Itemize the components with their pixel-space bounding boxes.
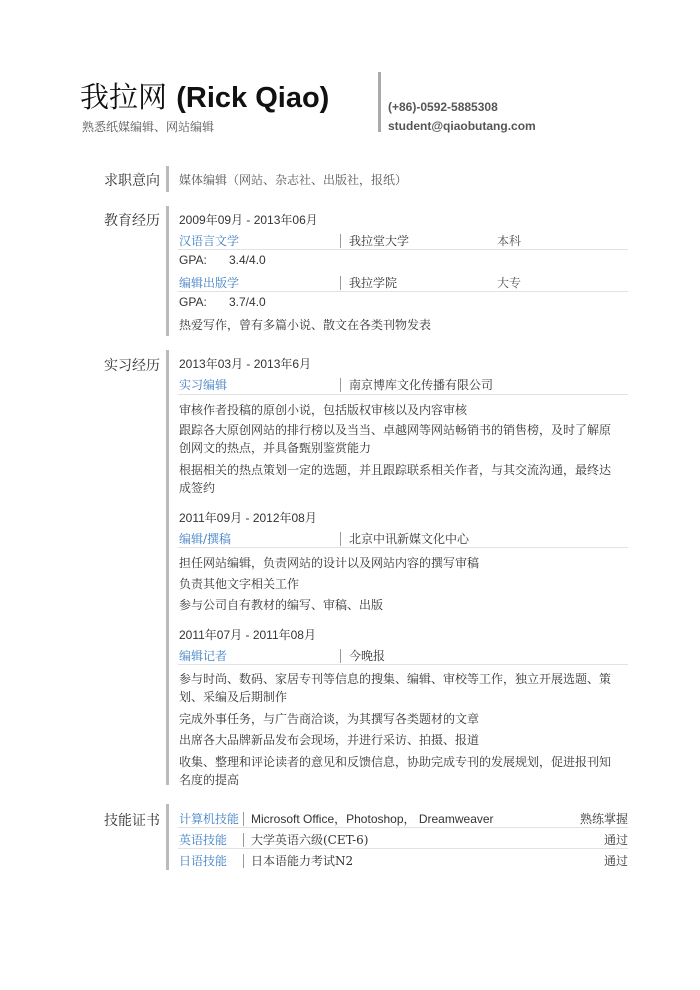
section-bar-education xyxy=(166,206,169,336)
job-duty-line: 参与时尚、数码、家居专刊等信息的搜集、编辑、审校等工作，独立开展选题、策 xyxy=(179,672,612,686)
job-company: 南京博库文化传播有限公司 xyxy=(349,378,494,392)
education-period: 2009年09月 - 2013年06月 xyxy=(179,213,318,227)
education-school: 我拉学院 xyxy=(349,276,398,290)
section-title-internship: 实习经历 xyxy=(104,358,160,374)
gpa-label: GPA: xyxy=(179,295,207,309)
section-title-objective: 求职意向 xyxy=(104,173,160,189)
column-separator xyxy=(243,833,244,847)
job-period: 2011年09月 - 2012年08月 xyxy=(179,511,317,525)
column-separator xyxy=(340,649,341,663)
job-period: 2013年03月 - 2013年6月 xyxy=(179,357,312,371)
row-divider xyxy=(178,249,628,250)
job-duty-line: 完成外事任务，与广告商洽谈，为其撰写各类题材的文章 xyxy=(179,712,480,726)
job-role: 编辑/撰稿 xyxy=(179,532,232,546)
skill-level: 通过 xyxy=(604,854,629,868)
skill-name: 计算机技能 xyxy=(179,812,240,826)
gpa-label: GPA: xyxy=(179,253,207,267)
contact-email: student@qiaobutang.com xyxy=(388,119,536,133)
header-divider xyxy=(378,72,381,132)
skill-level: 熟练掌握 xyxy=(580,812,629,826)
row-divider xyxy=(178,848,628,849)
job-duty-line: 成签约 xyxy=(179,481,216,495)
job-duty-line: 创网文的热点，并具备甄别鉴赏能力 xyxy=(179,441,372,455)
column-separator xyxy=(340,276,341,290)
job-duty-line: 根据相关的热点策划一定的选题，并且跟踪联系相关作者，与其交流沟通，最终达 xyxy=(179,463,612,477)
section-title-education: 教育经历 xyxy=(104,213,160,229)
education-major: 编辑出版学 xyxy=(179,276,240,290)
objective-text: 媒体编辑（网站、杂志社、出版社，报纸） xyxy=(179,173,408,187)
column-separator xyxy=(340,532,341,546)
row-divider xyxy=(178,394,628,395)
job-duty-line: 审核作者投稿的原创小说，包括版权审核以及内容审核 xyxy=(179,403,468,417)
job-role: 编辑记者 xyxy=(179,649,228,663)
job-duty-line: 负责其他文字相关工作 xyxy=(179,577,300,591)
education-major: 汉语言文学 xyxy=(179,234,240,248)
education-degree: 本科 xyxy=(497,234,522,248)
job-duty-line: 担任网站编辑，负责网站的设计以及网站内容的撰写审稿 xyxy=(179,556,480,570)
job-duty-line: 划、采编及后期制作 xyxy=(179,690,288,704)
job-period: 2011年07月 - 2011年08月 xyxy=(179,628,316,642)
job-duty-line: 参与公司自有教材的编写、审稿、出版 xyxy=(179,598,384,612)
section-bar-objective xyxy=(166,166,169,192)
job-duty-line: 出席各大品牌新品发布会现场，并进行采访、拍摄、报道 xyxy=(179,733,480,747)
job-company: 今晚报 xyxy=(349,649,386,663)
resume-subtitle: 熟悉纸媒编辑、网站编辑 xyxy=(82,120,215,134)
row-divider xyxy=(178,291,628,292)
section-bar-skills xyxy=(166,804,169,870)
job-company: 北京中讯新媒文化中心 xyxy=(349,532,470,546)
education-school: 我拉堂大学 xyxy=(349,234,410,248)
section-title-skills: 技能证书 xyxy=(104,813,160,829)
skill-detail: Microsoft Office，Photoshop， Dreamweaver xyxy=(251,812,494,826)
skill-name: 日语技能 xyxy=(179,854,228,868)
education-note: 热爱写作，曾有多篇小说、散文在各类刊物发表 xyxy=(179,318,432,332)
skill-name: 英语技能 xyxy=(179,833,228,847)
skill-level: 通过 xyxy=(604,833,629,847)
row-divider xyxy=(178,827,628,828)
education-degree: 大专 xyxy=(497,276,522,290)
gpa-value: 3.4/4.0 xyxy=(229,253,266,267)
skill-detail: 日本语能力考试N2 xyxy=(251,854,354,868)
column-separator xyxy=(243,812,244,826)
name-chinese: 我拉网 xyxy=(80,80,168,114)
row-divider xyxy=(178,547,628,548)
name-english: (Rick Qiao) xyxy=(176,82,330,114)
column-separator xyxy=(340,234,341,248)
job-role: 实习编辑 xyxy=(179,378,228,392)
job-duty-line: 跟踪各大原创网站的排行榜以及当当、卓越网等网站畅销书的销售榜，及时了解原 xyxy=(179,423,612,437)
gpa-value: 3.7/4.0 xyxy=(229,295,266,309)
column-separator xyxy=(340,378,341,392)
contact-phone: (+86)-0592-5885308 xyxy=(388,100,498,114)
column-separator xyxy=(243,854,244,868)
resume-name xyxy=(80,80,329,115)
skill-detail: 大学英语六级(CET-6) xyxy=(251,833,369,847)
job-duty-line: 名度的提高 xyxy=(179,773,240,787)
row-divider xyxy=(178,664,628,665)
job-duty-line: 收集、整理和评论读者的意见和反馈信息，协助完成专刊的发展规划，促进报刊知 xyxy=(179,755,612,769)
section-bar-internship xyxy=(166,350,169,785)
